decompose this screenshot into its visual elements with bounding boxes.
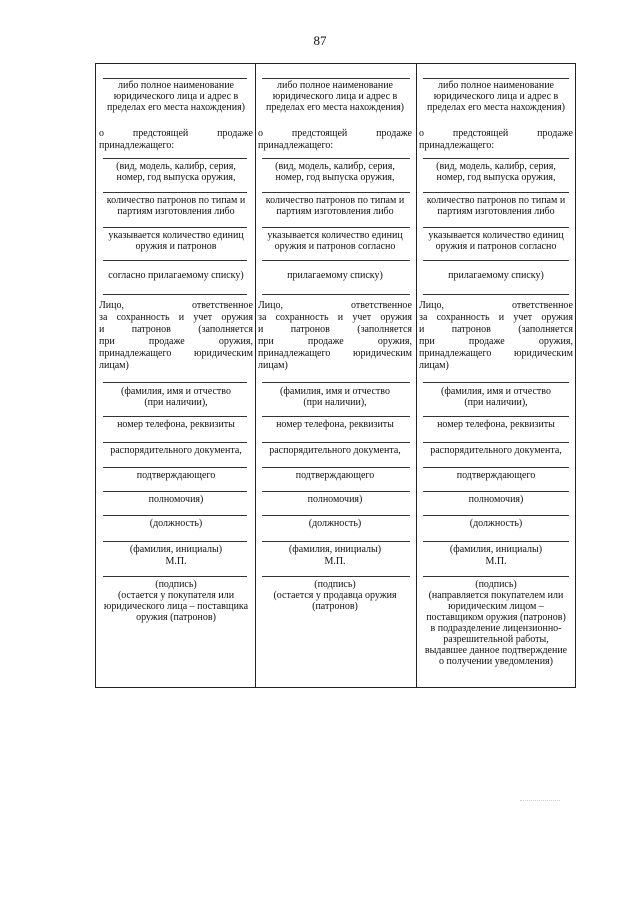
signature-caption-line: юридического лица – поставщика: [103, 601, 249, 612]
responsible-person-line: [99, 312, 253, 324]
list-caption-line: согласно прилагаемому списку): [108, 270, 244, 281]
signature-caption-line: разрешительной работы,: [443, 634, 549, 645]
fill-in-line: [103, 491, 247, 492]
units-caption-line: указывается количество единиц: [108, 230, 244, 241]
fio-caption-line: (при наличии),: [144, 397, 208, 408]
fill-in-line: [103, 576, 247, 577]
responsible-person-line-word: ответственное: [511, 300, 573, 311]
responsible-person-line: [258, 336, 412, 348]
fill-in-line: [262, 416, 410, 417]
fill-in-line: [262, 515, 410, 516]
initials-caption-line: (фамилия, инициалы): [449, 544, 543, 555]
authority-caption-line: полномочия): [148, 494, 204, 505]
responsible-person-line-word: патронов: [131, 324, 171, 335]
initials-caption-line: (фамилия, инициалы): [288, 544, 382, 555]
weapon-caption-line: (вид, модель, калибр, серия,: [436, 161, 556, 172]
responsible-person-line-word: сохранность: [436, 312, 490, 323]
fill-in-line: [262, 491, 410, 492]
signature-caption-line: (подпись): [155, 579, 197, 590]
position-caption-line: (должность): [308, 518, 362, 529]
fill-in-line: [103, 467, 247, 468]
list-caption-line: прилагаемому списку): [448, 270, 544, 281]
confirm-caption-line: подтверждающего: [456, 470, 536, 481]
responsible-person-line-word: и: [337, 312, 344, 323]
fill-in-line: [423, 227, 569, 228]
responsible-person-line-word: учет: [513, 312, 533, 323]
fill-in-line: [423, 467, 569, 468]
fill-in-line: [103, 260, 247, 261]
fill-in-line: [423, 382, 569, 383]
sale-notice-line-word: предстоящей: [132, 128, 189, 139]
order-caption-line: распорядительного документа,: [269, 445, 401, 456]
responsible-person-line-word: учет: [352, 312, 372, 323]
responsible-person-line-word: (заполняется: [198, 324, 253, 335]
cartridge-caption-line: количество патронов по типам и: [106, 195, 246, 206]
sale-notice-line: [99, 128, 253, 140]
responsible-person-line-word: юридическим: [514, 348, 573, 359]
cartridge-caption-line: количество патронов по типам и: [426, 195, 566, 206]
fill-in-line: [103, 541, 247, 542]
belonging-line: принадлежащего:: [419, 140, 495, 151]
signature-caption-line: (подпись): [314, 579, 356, 590]
sale-notice-line-word: о: [258, 128, 263, 139]
responsible-person-line-word: оружия,: [538, 336, 573, 347]
fio-caption-line: (фамилия, имя и отчество: [280, 386, 390, 397]
fill-in-line: [423, 515, 569, 516]
responsible-person-line: [258, 324, 412, 336]
fill-in-line: [423, 442, 569, 443]
initials-caption-line: (фамилия, инициалы): [129, 544, 223, 555]
responsible-person-line-word: продаже: [307, 336, 344, 347]
fill-in-line: [103, 192, 247, 193]
weapon-caption-line: номер, год выпуска оружия,: [116, 172, 236, 183]
name-caption-line: юридического лица и адрес в: [113, 91, 239, 102]
sale-notice-line-word: о: [99, 128, 104, 139]
responsible-person-line-word: за: [419, 312, 428, 323]
fio-caption-line: (фамилия, имя и отчество: [441, 386, 551, 397]
fill-in-line: [423, 260, 569, 261]
responsible-person-line: [419, 312, 573, 324]
fill-in-line: [262, 227, 410, 228]
signature-caption-line: о получении уведомления): [439, 656, 553, 667]
cartridge-caption-line: количество патронов по типам и: [265, 195, 405, 206]
signature-caption-line: в подразделение лицензионно-: [430, 623, 562, 634]
responsible-person-line-word: сохранность: [275, 312, 329, 323]
page-number: 87: [313, 33, 327, 48]
responsible-person-line-word: при: [258, 336, 274, 347]
units-caption-line: оружия и патронов согласно: [274, 241, 396, 252]
responsible-person-line: [258, 300, 412, 312]
sale-notice-line: [419, 128, 573, 140]
table-column-3: [419, 64, 573, 687]
column-divider: [255, 64, 256, 687]
responsible-person-line: [258, 312, 412, 324]
fill-in-line: [262, 467, 410, 468]
signature-caption-line: (остается у покупателя или: [117, 590, 235, 601]
responsible-person-line-word: Лицо,: [258, 300, 283, 311]
fill-in-line: [423, 416, 569, 417]
weapon-caption-line: (вид, модель, калибр, серия,: [116, 161, 236, 172]
name-caption-line: пределах его места нахождения): [265, 102, 405, 113]
signature-caption-line: (патронов): [312, 601, 358, 612]
responsible-person-line-word: и: [178, 312, 185, 323]
fill-in-line: [423, 192, 569, 193]
fill-in-line: [103, 227, 247, 228]
table-column-2: [258, 64, 412, 687]
responsible-person-line-word: и: [419, 324, 425, 335]
name-caption-line: юридического лица и адрес в: [272, 91, 398, 102]
belonging-line: принадлежащего:: [258, 140, 334, 151]
responsible-person-line-word: принадлежащего: [419, 348, 492, 359]
confirm-caption-line: подтверждающего: [136, 470, 216, 481]
order-caption-line: распорядительного документа,: [430, 445, 562, 456]
fill-in-line: [103, 442, 247, 443]
responsible-person-line-word: юридическим: [194, 348, 253, 359]
responsible-person-line-word: продаже: [148, 336, 185, 347]
fill-in-line: [423, 294, 569, 295]
fill-in-line: [423, 158, 569, 159]
responsible-person-line-word: при: [419, 336, 435, 347]
responsible-person-line: [258, 348, 412, 360]
fill-in-line: [262, 78, 410, 79]
fio-caption-line: (фамилия, имя и отчество: [121, 386, 231, 397]
cartridge-caption-line: партиям изготовления либо: [276, 206, 394, 217]
name-caption-line: пределах его места нахождения): [106, 102, 246, 113]
responsible-person-line-word: за: [258, 312, 267, 323]
sale-notice-line-word: о: [419, 128, 424, 139]
sale-notice-line: [258, 128, 412, 140]
authority-caption-line: полномочия): [307, 494, 363, 505]
responsible-person-line-word: продаже: [468, 336, 505, 347]
fill-in-line: [423, 491, 569, 492]
fill-in-line: [103, 294, 247, 295]
sale-notice-line-word: продаже: [376, 128, 412, 139]
signature-caption-line: (остается у продавца оружия: [273, 590, 397, 601]
weapon-caption-line: (вид, модель, калибр, серия,: [275, 161, 395, 172]
fill-in-line: [103, 382, 247, 383]
authority-caption-line: полномочия): [468, 494, 524, 505]
fill-in-line: [262, 442, 410, 443]
sale-notice-line-word: продаже: [217, 128, 253, 139]
phone-caption-line: номер телефона, реквизиты: [437, 419, 555, 430]
responsible-person-line-word: оружия: [541, 312, 573, 323]
responsible-person-line-word: учет: [193, 312, 213, 323]
fill-in-line: [423, 78, 569, 79]
fill-in-line: [103, 158, 247, 159]
fio-caption-line: (при наличии),: [464, 397, 528, 408]
responsible-person-line-word: и: [498, 312, 505, 323]
signature-caption-line: выдавшее данное подтверждение: [424, 645, 568, 656]
responsible-person-line-word: Лицо,: [419, 300, 444, 311]
responsible-person-line-word: оружия,: [377, 336, 412, 347]
responsible-person-line-word: оружия: [221, 312, 253, 323]
responsible-person-line: [419, 324, 573, 336]
signature-caption-line: юридическим лицом –: [448, 601, 544, 612]
responsible-person-line: лицам): [258, 360, 288, 371]
responsible-person-line: [419, 300, 573, 312]
position-caption-line: (должность): [469, 518, 523, 529]
sale-notice-line-word: предстоящей: [291, 128, 348, 139]
responsible-person-line-word: при: [99, 336, 115, 347]
fill-in-line: [103, 416, 247, 417]
column-divider: [416, 64, 417, 687]
list-caption-line: прилагаемому списку): [287, 270, 383, 281]
name-caption-line: либо полное наименование: [118, 80, 234, 91]
responsible-person-line-word: за: [99, 312, 108, 323]
order-caption-line: распорядительного документа,: [110, 445, 242, 456]
fill-in-line: [262, 294, 410, 295]
stamp-place-label: М.П.: [165, 556, 187, 567]
stamp-place-label: М.П.: [324, 556, 346, 567]
cartridge-caption-line: партиям изготовления либо: [437, 206, 555, 217]
fill-in-line: [423, 576, 569, 577]
name-caption-line: юридического лица и адрес в: [433, 91, 559, 102]
responsible-person-line-word: оружия: [380, 312, 412, 323]
fill-in-line: [103, 78, 247, 79]
responsible-person-line: [99, 300, 253, 312]
stamp-place-label: М.П.: [485, 556, 507, 567]
responsible-person-line-word: и: [258, 324, 264, 335]
position-caption-line: (должность): [149, 518, 203, 529]
fill-in-line: [262, 541, 410, 542]
name-caption-line: пределах его места нахождения): [426, 102, 566, 113]
responsible-person-line-word: (заполняется: [357, 324, 412, 335]
signature-caption-line: поставщиком оружия (патронов): [426, 612, 566, 623]
responsible-person-line-word: и: [99, 324, 105, 335]
fill-in-line: [262, 382, 410, 383]
responsible-person-line-word: ответственное: [191, 300, 253, 311]
phone-caption-line: номер телефона, реквизиты: [117, 419, 235, 430]
responsible-person-line: [419, 348, 573, 360]
phone-caption-line: номер телефона, реквизиты: [276, 419, 394, 430]
signature-caption-line: (направляется покупателем или: [428, 590, 564, 601]
name-caption-line: либо полное наименование: [277, 80, 393, 91]
notice-table: [95, 63, 576, 688]
fill-in-line: [262, 260, 410, 261]
scan-artifact: [520, 800, 560, 801]
fill-in-line: [262, 192, 410, 193]
weapon-caption-line: номер, год выпуска оружия,: [275, 172, 395, 183]
responsible-person-line: [99, 336, 253, 348]
cartridge-caption-line: партиям изготовления либо: [117, 206, 235, 217]
responsible-person-line-word: патронов: [451, 324, 491, 335]
units-caption-line: указывается количество единиц: [267, 230, 403, 241]
units-caption-line: оружия и патронов: [135, 241, 217, 252]
responsible-person-line-word: ответственное: [350, 300, 412, 311]
responsible-person-line: [99, 348, 253, 360]
responsible-person-line-word: Лицо,: [99, 300, 124, 311]
fill-in-line: [262, 158, 410, 159]
sale-notice-line-word: предстоящей: [452, 128, 509, 139]
responsible-person-line-word: принадлежащего: [258, 348, 331, 359]
table-column-1: [99, 64, 253, 687]
signature-caption-line: (подпись): [475, 579, 517, 590]
signature-caption-line: оружия (патронов): [136, 612, 216, 623]
responsible-person-line: лицам): [419, 360, 449, 371]
fill-in-line: [423, 541, 569, 542]
responsible-person-line-word: юридическим: [353, 348, 412, 359]
weapon-caption-line: номер, год выпуска оружия,: [436, 172, 556, 183]
responsible-person-line-word: принадлежащего: [99, 348, 172, 359]
fio-caption-line: (при наличии),: [303, 397, 367, 408]
confirm-caption-line: подтверждающего: [295, 470, 375, 481]
responsible-person-line: [419, 336, 573, 348]
responsible-person-line: [99, 324, 253, 336]
units-caption-line: оружия и патронов согласно: [435, 241, 557, 252]
responsible-person-line-word: патронов: [290, 324, 330, 335]
fill-in-line: [262, 576, 410, 577]
responsible-person-line-word: сохранность: [116, 312, 170, 323]
units-caption-line: указывается количество единиц: [428, 230, 564, 241]
name-caption-line: либо полное наименование: [438, 80, 554, 91]
responsible-person-line-word: (заполняется: [518, 324, 573, 335]
responsible-person-line-word: оружия,: [218, 336, 253, 347]
responsible-person-line: лицам): [99, 360, 129, 371]
fill-in-line: [103, 515, 247, 516]
belonging-line: принадлежащего:: [99, 140, 175, 151]
sale-notice-line-word: продаже: [537, 128, 573, 139]
